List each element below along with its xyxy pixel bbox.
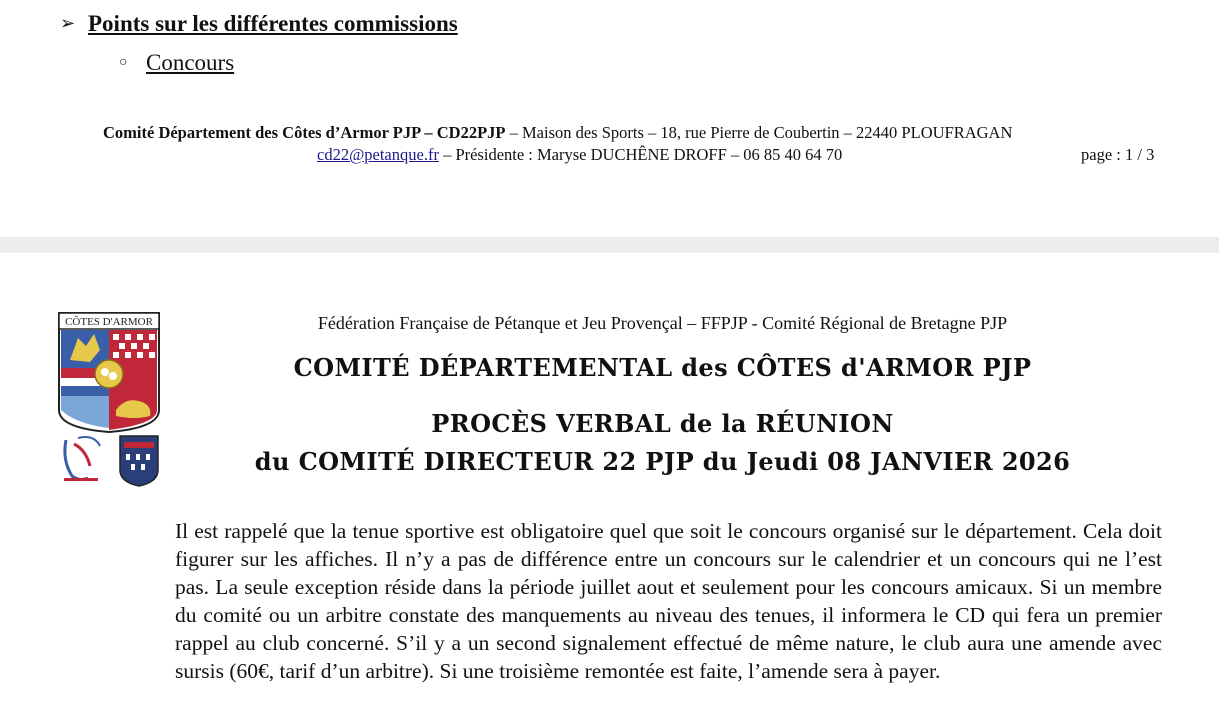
cotes-darmor-logo bbox=[56, 310, 162, 488]
sub-heading-text: Concours bbox=[146, 50, 235, 75]
section-heading-text: Points sur les différentes commissions bbox=[88, 11, 458, 36]
circle-bullet-icon: ○ bbox=[119, 55, 128, 70]
footer-line-2 bbox=[317, 145, 842, 165]
footer-email-link[interactable]: cd22@petanque.fr bbox=[317, 145, 439, 164]
minutes-title: PROCÈS VERBAL de la RÉUNION bbox=[431, 409, 894, 438]
footer-address: – Maison des Sports – 18, rue Pierre de Coubertin – 22440 PLOUFRAGAN bbox=[505, 123, 1013, 142]
arrow-bullet-icon: ➢ bbox=[60, 13, 76, 33]
federation-header: Fédération Française de Pétanque et Jeu Provençal – FFPJP - Comité Régional de Bretagne PJP bbox=[317, 313, 1008, 333]
ffpjp-rooster-icon bbox=[64, 437, 100, 481]
meeting-date-title: du COMITÉ DIRECTEUR 22 PJP du Jeudi 08 JANVIER 2026 bbox=[254, 447, 1071, 476]
bretagne-shield-icon bbox=[120, 436, 158, 486]
footer-org: Comité Département des Côtes d’Armor PJP – CD22PJP bbox=[103, 123, 506, 142]
footer-president: – Présidente : Maryse DUCHÊNE DROFF – 06 85 40 64 70 bbox=[438, 145, 843, 164]
page-separator bbox=[0, 237, 1219, 253]
sub-heading bbox=[119, 48, 234, 78]
body-paragraph: Il est rappelé que la tenue sportive est obligatoire quel que soit le concours organisé sur le département. Cela doit figurer sur les affiches. Il n’y a pas de différence entre un concours sur le calendrier et un concours qui ne l’est pas. La seule exception réside dans la période juillet aout et seulement pour les concours amicaux. Si un membre du comité ou un arbitre constate des manquements au niveau des tenues, il informera le CD qui fera un premier rappel au club concerné. S’il y a un second signalement effectué de même nature, le club aura une amende avec sursis (60€, tarif d’un arbitre). Si une troisième remontée est faite, l’amende sera à payer. bbox=[175, 519, 1162, 683]
logo-banner-text: CÔTES D'ARMOR bbox=[65, 316, 153, 328]
section-heading bbox=[60, 8, 458, 39]
document-page-1 bbox=[0, 0, 1219, 237]
page-number: page : 1 / 3 bbox=[1081, 145, 1155, 164]
committee-title: COMITÉ DÉPARTEMENTAL des CÔTES d'ARMOR PJP bbox=[293, 353, 1032, 382]
footer-line-1 bbox=[103, 123, 1012, 143]
